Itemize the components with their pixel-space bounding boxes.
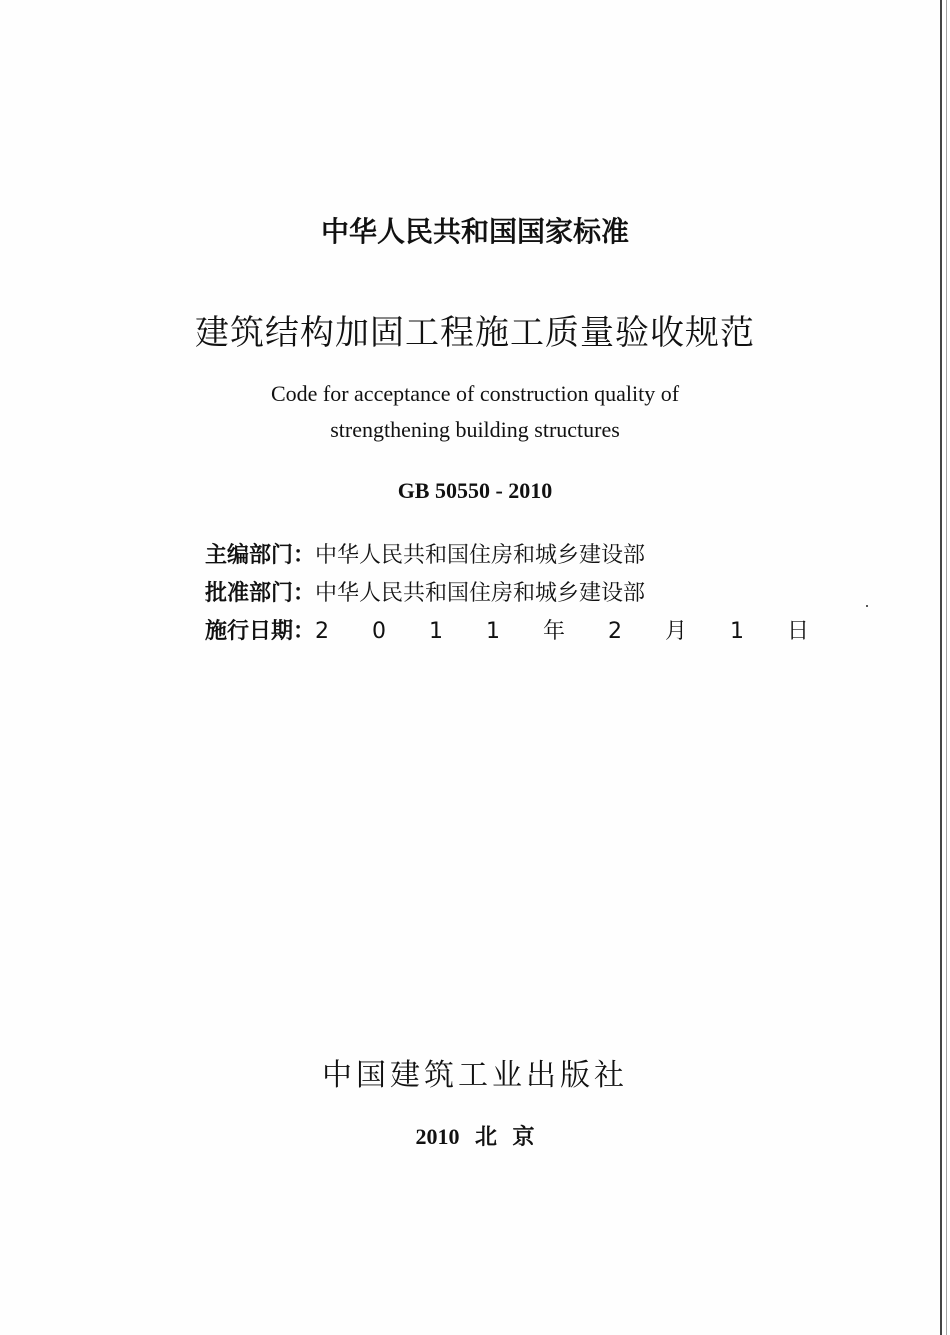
approval-department-label: 批准部门： — [205, 581, 316, 606]
standard-code-number: GB 50550 - 2010 — [397, 478, 553, 503]
editor-department-value: 中华人民共和国住房和城乡建设部 — [315, 543, 646, 568]
english-title-line-1: Code for acceptance of construction quality of — [270, 381, 680, 406]
effective-date-row — [205, 613, 827, 651]
effective-date-value: 2 0 1 1 年 2 月 1 日 — [315, 619, 827, 644]
standard-category-heading: 中华人民共和国国家标准 — [320, 215, 629, 248]
document-title-english — [0, 376, 950, 448]
editor-department-label: 主编部门： — [205, 543, 316, 568]
approval-department-row — [205, 575, 827, 613]
scan-speck — [866, 605, 868, 607]
english-title-line-2: strengthening building structures — [330, 417, 620, 442]
publisher-name: 中国建筑工业出版社 — [322, 1058, 628, 1093]
effective-date-label: 施行日期： — [205, 619, 316, 644]
editor-department-row — [205, 537, 827, 575]
document-title-chinese: 建筑结构加固工程施工质量验收规范 — [195, 313, 755, 353]
approval-department-value: 中华人民共和国住房和城乡建设部 — [315, 581, 646, 606]
publication-year-place: 2010 北 京 — [415, 1124, 535, 1149]
publication-metadata — [205, 537, 827, 651]
